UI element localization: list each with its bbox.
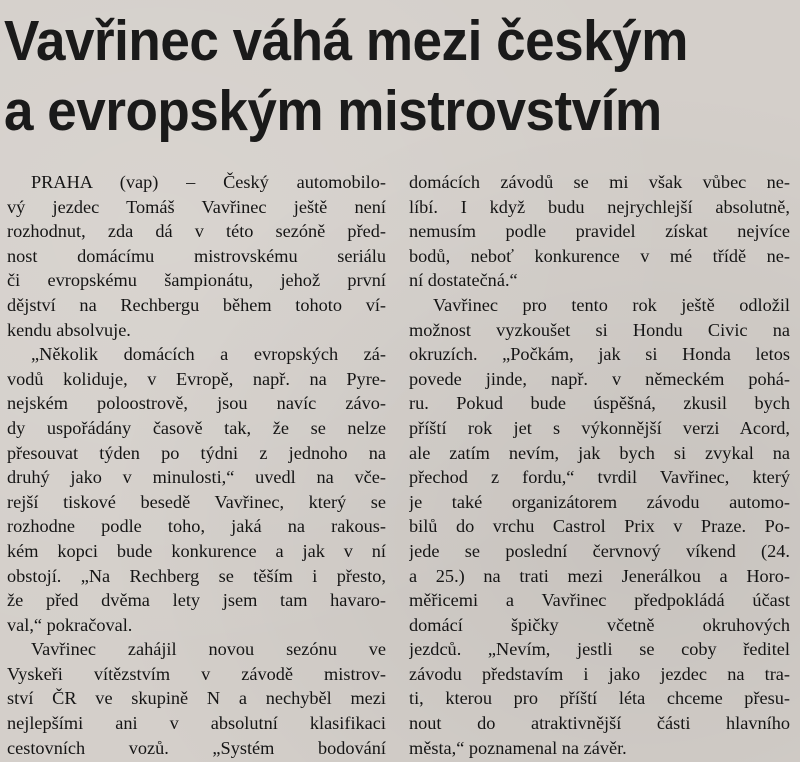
article-text-line: je také organizátorem závodu automo-: [409, 491, 790, 512]
article-text-line: PRAHA (vap) – Český automobilo-: [31, 172, 386, 192]
article-text-line: ství ČR ve skupině N a nechyběl mezi: [7, 688, 386, 709]
article-text-line: dy uspořádány časově tak, že se nelze: [7, 417, 386, 438]
article-text-line: jezdců. „Nevím, jestli se coby ředitel: [409, 639, 790, 660]
headline: [4, 6, 739, 146]
article-text-line: vodů koliduje, v Evropě, např. na Pyre-: [7, 368, 386, 389]
article-column-left: [7, 170, 386, 760]
article-text-line: závodu představím i jako jezdec na tra-: [409, 663, 790, 684]
article-text-line: že před dvěma lety jsem tam havaro-: [7, 590, 386, 611]
article-text-line: města,“ poznamenal na závěr.: [409, 737, 627, 758]
article-text-line: vý jezdec Tomáš Vavřinec ještě není: [7, 196, 386, 217]
article-text-line: nout do atraktivnější části hlavního: [409, 713, 790, 734]
article-text-line: dějství na Rechbergu během tohoto ví-: [7, 294, 386, 315]
article-text-line: měřicemi a Vavřinec předpokládá účast: [409, 590, 790, 611]
article-text-line: či evropskému šampionátu, jehož první: [7, 270, 386, 291]
article-text-line: líbí. I když budu nejrychlejší absolutně,: [409, 196, 790, 217]
article-text-line: ale zatím nevím, jak bych si zvykal na: [409, 442, 790, 463]
article-text-line: rozhodne podle toho, jaká na rakous-: [7, 516, 386, 537]
article-text-line: domácí špičky včetně okruhových: [409, 614, 790, 635]
article-text-line: okruzích. „Počkám, jak si Honda letos: [409, 344, 790, 365]
article-text-line: rejší tiskové besedě Vavřinec, který se: [7, 491, 386, 512]
article-text-line: povede jinde, např. v německém pohá-: [409, 368, 790, 389]
article-text-line: cestovních vozů. „Systém bodování: [7, 737, 386, 758]
article-text-line: Vavřinec zahájil novou sezónu ve: [31, 639, 386, 660]
article-text-line: ní dostatečná.“: [409, 270, 518, 291]
article-text-line: jede se poslední červnový víkend (24.: [409, 540, 790, 561]
headline-line: Vavřinec váhá mezi českým: [4, 9, 688, 73]
article-text-line: možnost vyzkoušet si Hondu Civic na: [409, 319, 790, 340]
article-text-line: bodů, neboť konkurence v mé třídě ne-: [409, 245, 790, 266]
article-text-line: kém kopci bude konkurence a jak v ní: [7, 540, 386, 561]
article-text-line: val,“ pokračoval.: [7, 614, 133, 635]
article-column-right: [409, 170, 790, 760]
article-text-line: ti, kterou pro příští léta chceme přesu-: [409, 688, 790, 709]
article-text-line: příští rok jet s výkonnější verzi Acord,: [409, 417, 790, 438]
article-text-line: „Několik domácích a evropských zá-: [31, 344, 386, 365]
article-text-line: nejlepšími ani v absolutní klasifikaci: [7, 713, 386, 734]
headline-line: a evropským mistrovstvím: [4, 79, 662, 143]
article-text-line: domácích závodů se mi však vůbec ne-: [409, 172, 790, 192]
article-text-line: bilů do vrchu Castrol Prix v Praze. Po-: [409, 516, 790, 537]
article-text-line: nost domácímu mistrovskému seriálu: [7, 245, 386, 266]
article-text-line: a 25.) na trati mezi Jenerálkou a Horo-: [409, 565, 790, 586]
article-text-line: Vavřinec pro tento rok ještě odložil: [433, 294, 790, 315]
article-text-line: kendu absolvuje.: [7, 319, 131, 340]
article-text-line: přesouvat týden po týdni z jednoho na: [7, 442, 386, 463]
article-text-line: nemusím podle pravidel získat nejvíce: [409, 221, 790, 242]
article-text-line: nejském poloostrově, jsou navíc závo-: [7, 393, 386, 414]
article-text-line: rozhodnut, zda dá v této sezóně před-: [7, 221, 386, 242]
article-text-line: Vyskeři vítězstvím v závodě mistrov-: [7, 663, 386, 684]
article-text-line: druhý jako v minulosti,“ uvedl na vče-: [7, 467, 386, 488]
article-text-line: obstojí. „Na Rechberg se těším i přesto,: [7, 565, 386, 586]
article-text-line: přechod z fordu,“ tvrdil Vavřinec, který: [409, 467, 790, 488]
article-text-line: ru. Pokud bude úspěšná, zkusil bych: [409, 393, 790, 414]
